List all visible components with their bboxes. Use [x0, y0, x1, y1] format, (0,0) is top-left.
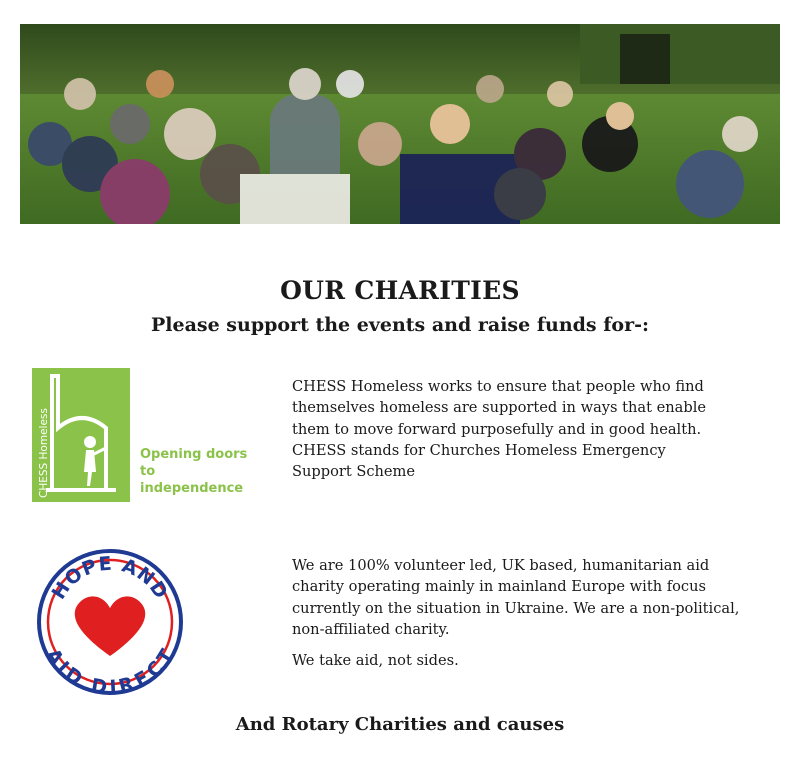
hope-line: currently on the situation in Ukraine. We are a non-political,	[292, 599, 740, 617]
hope-line: non-affiliated charity.	[292, 620, 450, 638]
hope-logo-bottom-text: AID DIRECT	[41, 644, 179, 696]
chess-line: themselves homeless are supported in ways that enable	[292, 399, 707, 417]
hero-photo	[20, 24, 780, 224]
garden-party-photo-icon	[20, 24, 780, 224]
chess-logo-panel	[32, 368, 130, 502]
chess-line: CHESS stands for Churches Homeless Emergency	[292, 441, 666, 459]
chess-description	[292, 376, 782, 482]
chess-line: them to move forward purposefully and in good health.	[292, 420, 702, 438]
page-title: OUR CHARITIES	[280, 276, 520, 305]
chess-line: Support Scheme	[292, 463, 416, 481]
chess-logo-tagline	[140, 446, 258, 497]
hope-description	[292, 555, 782, 671]
hope-and-aid-direct-logo[interactable]	[36, 548, 184, 696]
hope-paragraph-1	[292, 555, 782, 640]
chess-homeless-logo[interactable]	[32, 368, 258, 502]
chess-line: CHESS Homeless works to ensure that people who find	[292, 378, 704, 395]
footer-text: And Rotary Charities and causes	[235, 714, 565, 735]
hope-paragraph-2: We take aid, not sides.	[292, 652, 459, 670]
hope-line: We are 100% volunteer led, UK based, humanitarian aid	[292, 557, 710, 574]
heart-roundel-icon	[36, 548, 184, 696]
hope-line: charity operating mainly in mainland Europe with focus	[292, 578, 706, 596]
chess-tagline-line-2: to independence	[140, 464, 244, 496]
hope-logo-top-text: HOPE AND	[47, 552, 173, 604]
chess-logo-vertical-text: CHESS Homeless	[38, 408, 50, 498]
chess-tagline-line-1: Opening doors	[140, 447, 248, 462]
page-subtitle: Please support the events and raise funds for-:	[151, 314, 649, 336]
